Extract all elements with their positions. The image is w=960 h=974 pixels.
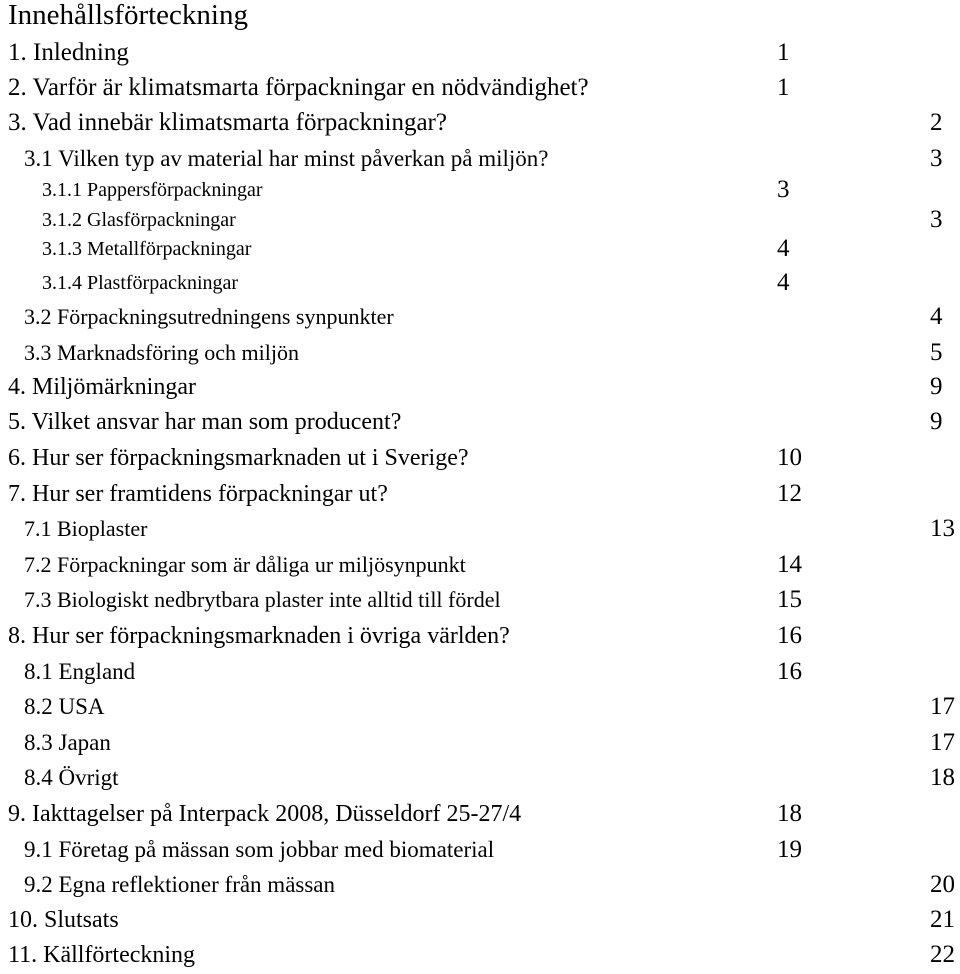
toc-entry-label: 3.3 Marknadsföring och miljön <box>24 340 299 365</box>
toc-entry-label: 5. Vilket ansvar har man som producent? <box>8 409 402 435</box>
toc-entry-label: 3.1.2 Glasförpackningar <box>42 209 236 231</box>
toc-entry <box>0 938 960 972</box>
toc-entry-page: 3 <box>777 176 790 203</box>
toc-entry-label: 3.1 Vilken typ av material har minst påverkan på miljön? <box>24 146 549 171</box>
toc-entry-page: 9 <box>930 373 943 400</box>
toc-entry <box>0 300 960 334</box>
toc-entry-label: 8.1 England <box>24 659 136 684</box>
toc-title: Innehållsförteckning <box>8 0 248 31</box>
toc-entry <box>0 71 960 105</box>
toc-entry <box>0 903 960 937</box>
toc-entry-label: 3.1.1 Pappersförpackningar <box>42 179 263 201</box>
toc-entry-label: 9. Iakttagelser på Interpack 2008, Düsseldorf 25-27/4 <box>8 801 522 827</box>
toc-entry-page: 5 <box>930 339 943 366</box>
toc-entry-page: 1 <box>777 39 790 66</box>
toc-entry <box>0 583 960 617</box>
toc-entry-page: 12 <box>777 480 802 507</box>
toc-entry-page: 20 <box>930 871 955 898</box>
toc-entry-label: 7.1 Bioplaster <box>24 516 148 541</box>
toc-entry-label: 9.2 Egna reflektioner från mässan <box>24 872 336 897</box>
toc-entry-page: 18 <box>777 800 802 827</box>
toc-entry <box>0 690 960 724</box>
toc-entry-label: 8.2 USA <box>24 694 105 719</box>
toc-entry <box>0 336 960 370</box>
toc-entry <box>0 548 960 582</box>
toc-entry-label: 3.1.4 Plastförpackningar <box>42 272 239 294</box>
toc-entry <box>0 761 960 795</box>
toc-entry <box>0 36 960 70</box>
toc-entry-page: 3 <box>930 206 943 233</box>
toc-entry <box>0 266 960 300</box>
toc-entry <box>0 726 960 760</box>
toc-entry-label: 8. Hur ser förpackningsmarknaden i övriga världen? <box>8 623 510 649</box>
toc-entry-page: 3 <box>930 145 943 172</box>
toc-entry-page: 10 <box>777 444 802 471</box>
toc-entry <box>0 106 960 140</box>
toc-entry-page: 19 <box>777 836 802 863</box>
toc-entry-label: 7. Hur ser framtidens förpackningar ut? <box>8 481 388 507</box>
toc-entry <box>0 655 960 689</box>
toc-entry-page: 18 <box>930 764 955 791</box>
toc-entry-label: 3. Vad innebär klimatsmarta förpackningar? <box>8 109 447 136</box>
toc-entry <box>0 477 960 511</box>
toc-entry-page: 21 <box>930 906 955 933</box>
toc-entry-page: 4 <box>777 269 790 296</box>
toc-entry-page: 16 <box>777 622 802 649</box>
toc-entry-label: 4. Miljömärkningar <box>8 374 196 400</box>
toc-entry-label: 7.2 Förpackningar som är dåliga ur miljösynpunkt <box>24 552 466 577</box>
toc-entry-label: 9.1 Företag på mässan som jobbar med biomaterial <box>24 837 495 862</box>
toc-entry <box>0 833 960 867</box>
toc-entry-label: 7.3 Biologiskt nedbrytbara plaster inte alltid till fördel <box>24 587 501 612</box>
toc-entry <box>0 619 960 653</box>
toc-entry <box>0 868 960 902</box>
toc-entry-page: 14 <box>777 551 802 578</box>
toc-entry <box>0 142 960 176</box>
toc-entry <box>0 512 960 546</box>
toc-entry <box>0 797 960 831</box>
toc-entry <box>0 173 960 207</box>
toc-entry-page: 1 <box>777 74 790 101</box>
toc-entry-label: 3.1.3 Metallförpackningar <box>42 238 252 260</box>
toc-entry-page: 17 <box>930 693 955 720</box>
toc-entry-label: 11. Källförteckning <box>8 942 196 968</box>
toc-entry-label: 3.2 Förpackningsutredningens synpunkter <box>24 304 394 329</box>
toc-entry-page: 4 <box>930 303 943 330</box>
toc-entry-label: 10. Slutsats <box>8 907 119 933</box>
toc-entry <box>0 232 960 266</box>
toc-entry-label: 8.3 Japan <box>24 730 111 755</box>
toc-entry <box>0 441 960 475</box>
toc-entry-page: 17 <box>930 729 955 756</box>
toc-entry-label: 1. Inledning <box>8 39 129 66</box>
toc-entry-page: 2 <box>930 109 943 136</box>
toc-entry-page: 13 <box>930 515 955 542</box>
toc-entry-page: 22 <box>930 941 955 968</box>
toc-entry <box>0 405 960 439</box>
toc-entry-page: 4 <box>777 235 790 262</box>
toc-entry-page: 16 <box>777 658 802 685</box>
toc-entry-label: 6. Hur ser förpackningsmarknaden ut i Sverige? <box>8 445 469 471</box>
toc-entry-page: 9 <box>930 408 943 435</box>
toc-entry <box>0 370 960 404</box>
toc-entry-page: 15 <box>777 586 802 613</box>
toc-entry-label: 8.4 Övrigt <box>24 765 119 790</box>
toc-entry-label: 2. Varför är klimatsmarta förpackningar en nödvändighet? <box>8 74 589 101</box>
